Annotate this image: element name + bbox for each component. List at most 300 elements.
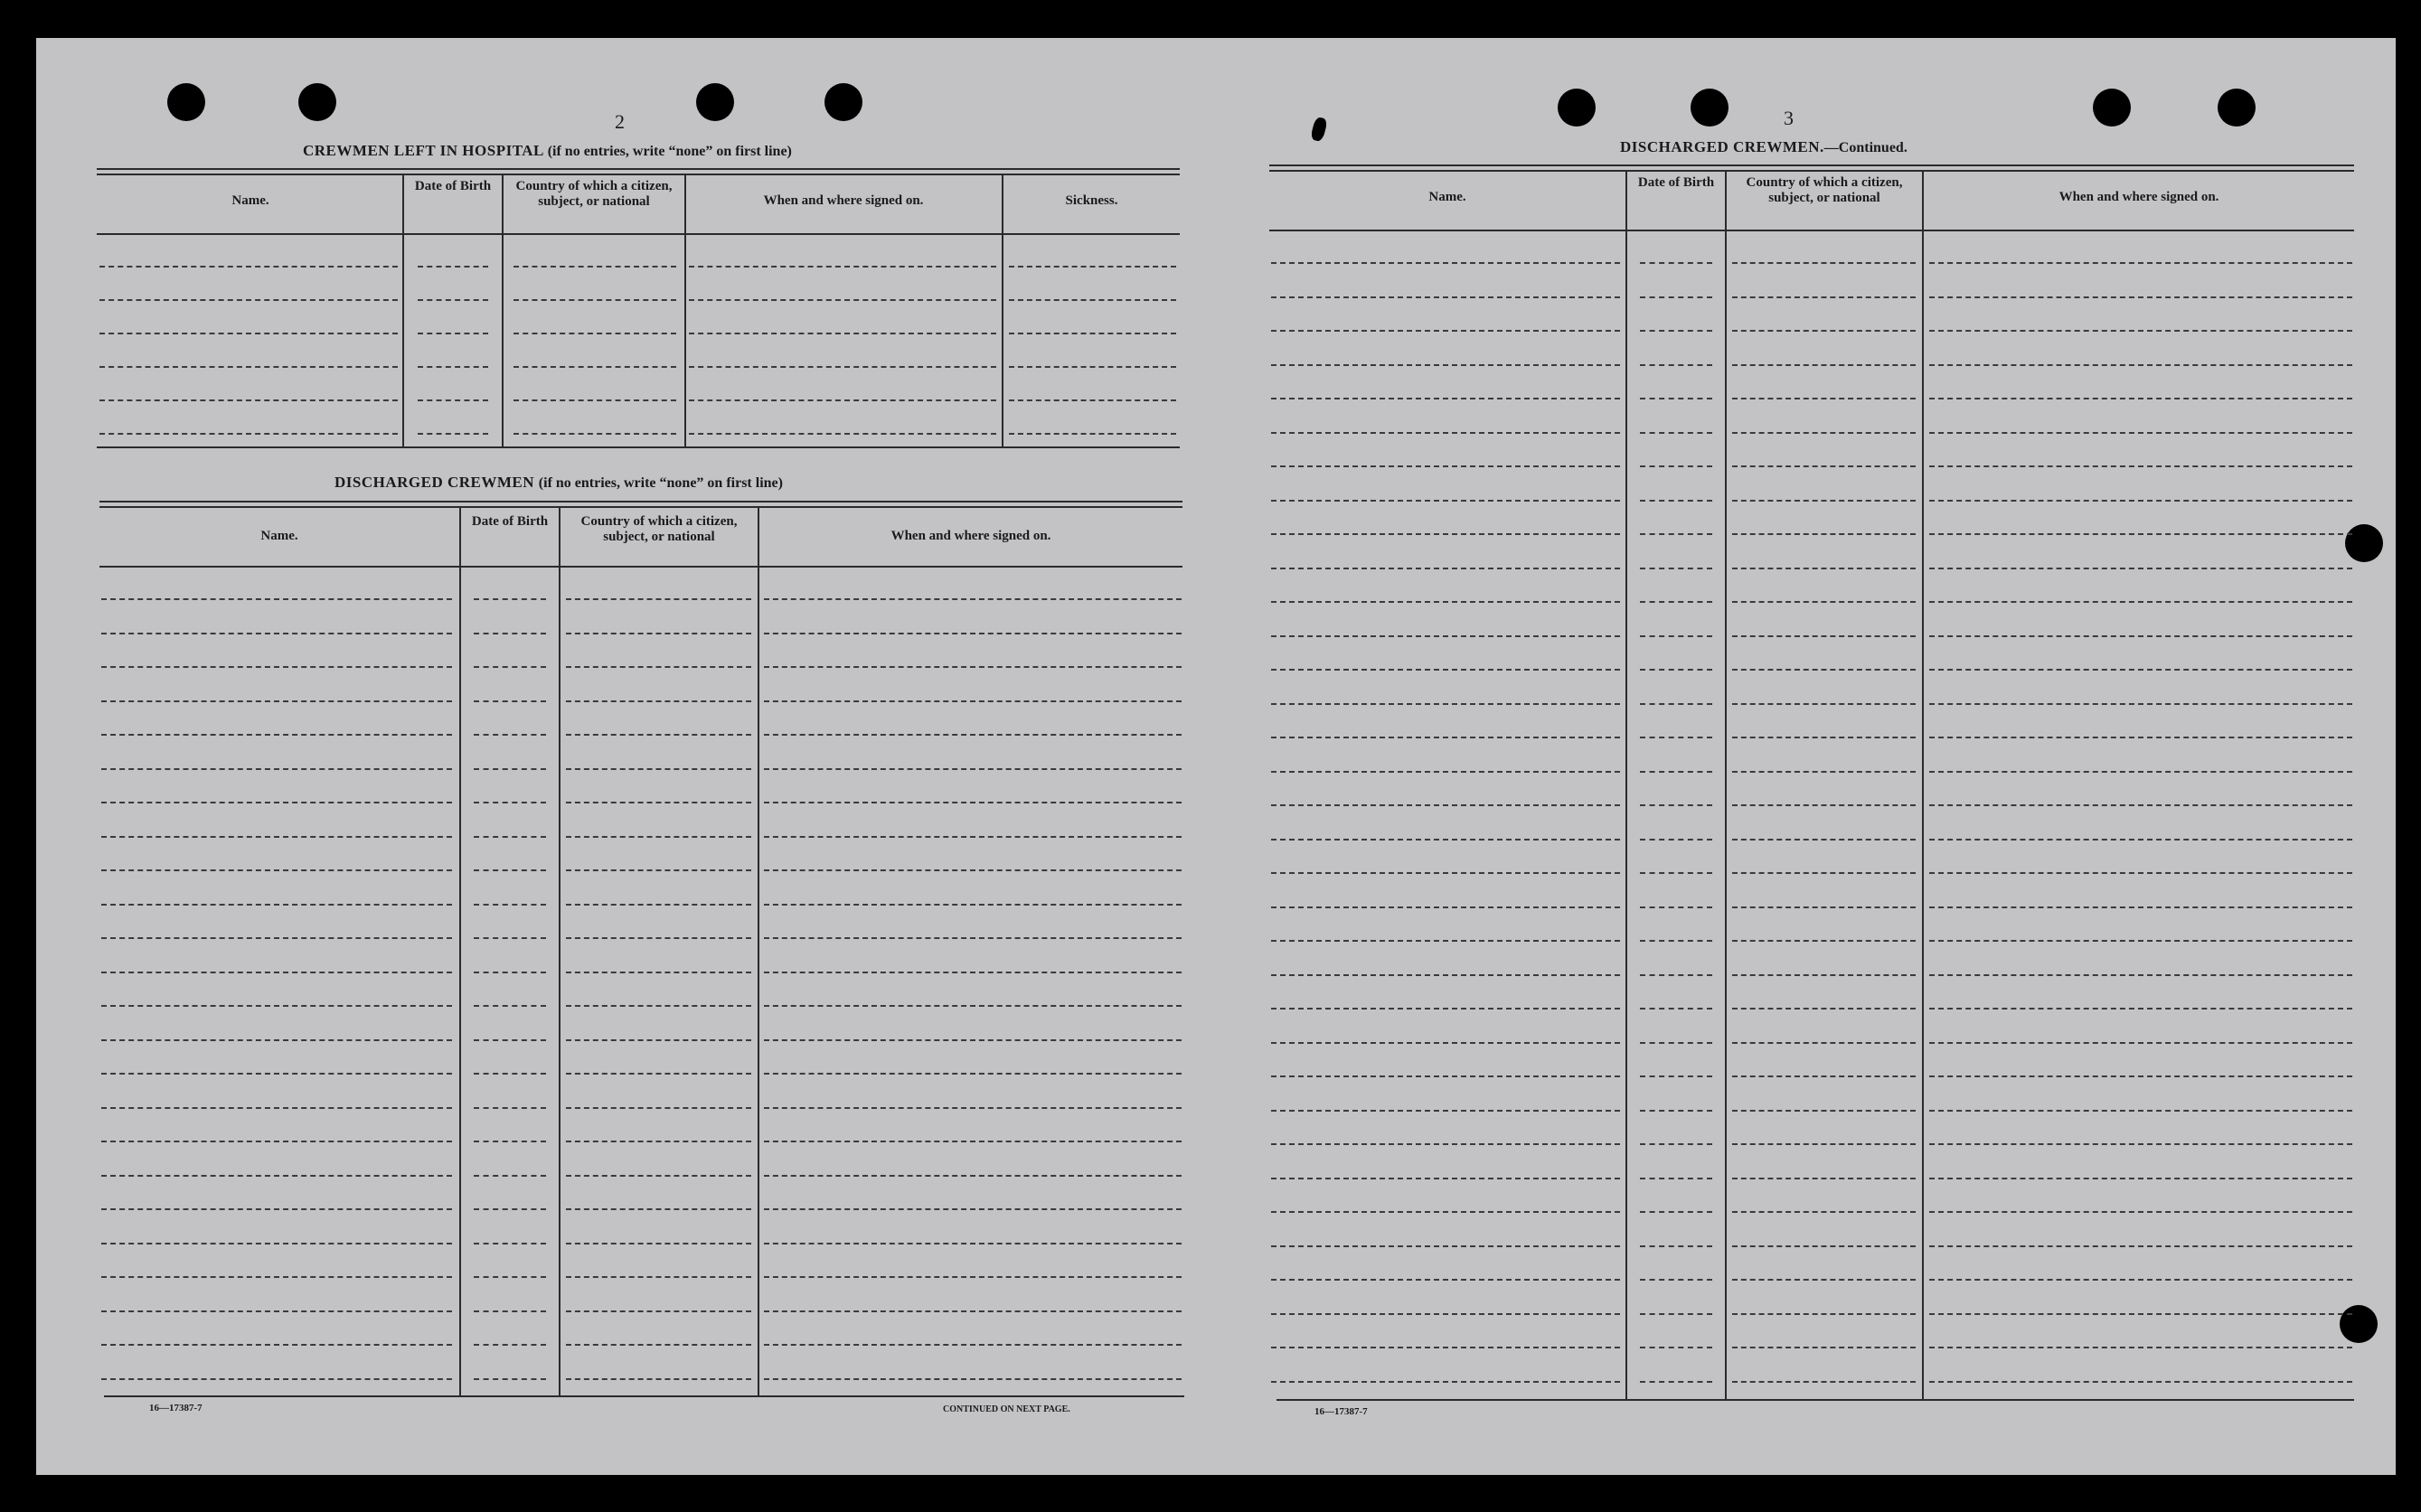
entry-line <box>1732 533 1916 535</box>
entry-line <box>1732 940 1916 942</box>
entry-line <box>1732 601 1916 603</box>
entry-line <box>566 1107 751 1109</box>
punch-hole <box>167 83 205 121</box>
continued-note: CONTINUED ON NEXT PAGE. <box>943 1404 1070 1414</box>
entry-line <box>764 1378 1182 1380</box>
entry-line <box>566 1208 751 1210</box>
entry-line <box>764 904 1182 906</box>
entry-line <box>1271 703 1620 705</box>
entry-line <box>1732 1042 1916 1044</box>
punch-hole <box>824 83 862 121</box>
entry-line <box>474 869 546 871</box>
entry-line <box>764 802 1182 803</box>
entry-line <box>513 366 676 368</box>
entry-line <box>1009 366 1176 368</box>
entry-line <box>1640 771 1712 773</box>
entry-line <box>1271 1211 1620 1213</box>
entry-line <box>1640 1042 1712 1044</box>
entry-line <box>566 1005 751 1007</box>
entry-line <box>764 1243 1182 1244</box>
entry-line <box>1732 1381 1916 1383</box>
entry-line <box>101 869 452 871</box>
entry-line <box>1271 771 1620 773</box>
hospital-col-divider <box>502 175 504 446</box>
form-number-right: 16—17387-7 <box>1314 1406 1368 1417</box>
entry-line <box>1929 1211 2352 1213</box>
entry-line <box>101 1141 452 1142</box>
entry-line <box>418 333 488 334</box>
entry-line <box>566 937 751 939</box>
entry-line <box>1929 1381 2352 1383</box>
entry-line <box>566 1310 751 1312</box>
discharged-col-divider <box>459 508 461 1395</box>
entry-line <box>764 836 1182 838</box>
entry-line <box>1640 296 1712 298</box>
entry-line <box>474 633 546 634</box>
entry-line <box>474 1243 546 1244</box>
entry-line <box>1929 1178 2352 1179</box>
entry-line <box>418 266 488 268</box>
entry-line <box>101 972 452 973</box>
entry-line <box>1271 1042 1620 1044</box>
entry-line <box>1271 1347 1620 1348</box>
entry-line <box>1732 364 1916 366</box>
entry-line <box>566 1039 751 1041</box>
right-header-rule <box>1269 230 2354 231</box>
entry-line <box>1929 465 2352 467</box>
entry-line <box>1271 1381 1620 1383</box>
entry-line <box>1271 601 1620 603</box>
entry-line <box>1929 398 2352 399</box>
entry-line <box>1640 1347 1712 1348</box>
ink-mark <box>1310 117 1328 143</box>
entry-line <box>1640 1381 1712 1383</box>
entry-line <box>689 433 996 435</box>
punch-hole <box>2345 524 2383 562</box>
punch-hole <box>298 83 336 121</box>
hospital-col-divider <box>1002 175 1003 446</box>
entry-line <box>1640 262 1712 264</box>
entry-line <box>1732 465 1916 467</box>
hospital-col-country: Country of which a citizen, subject, or national <box>515 179 673 209</box>
entry-line <box>1271 839 1620 841</box>
entry-line <box>1929 1110 2352 1112</box>
entry-line <box>474 1208 546 1210</box>
hospital-section-title: CREWMEN LEFT IN HOSPITAL (if no entries, write “none” on first line) <box>303 142 792 159</box>
entry-line <box>566 633 751 634</box>
entry-line <box>101 1276 452 1278</box>
entry-line <box>1732 432 1916 434</box>
entry-line <box>1271 432 1620 434</box>
entry-line <box>101 1344 452 1346</box>
entry-line <box>1271 669 1620 671</box>
entry-line <box>566 734 751 736</box>
entry-line <box>101 734 452 736</box>
entry-line <box>1640 1075 1712 1077</box>
entry-line <box>474 1276 546 1278</box>
entry-line <box>1929 1279 2352 1281</box>
entry-line <box>418 433 488 435</box>
entry-line <box>1929 1313 2352 1315</box>
entry-line <box>1640 872 1712 874</box>
entry-line <box>1732 1178 1916 1179</box>
entry-line <box>1732 1347 1916 1348</box>
entry-line <box>764 937 1182 939</box>
entry-line <box>1732 804 1916 806</box>
right-col-name: Name. <box>1428 190 1466 204</box>
entry-line <box>566 802 751 803</box>
entry-line <box>1271 533 1620 535</box>
hospital-top-rule <box>97 174 1180 175</box>
entry-line <box>1271 940 1620 942</box>
page-number-left: 2 <box>615 110 625 133</box>
entry-line <box>566 1378 751 1380</box>
entry-line <box>1271 1143 1620 1145</box>
hospital-col-divider <box>402 175 404 446</box>
entry-line <box>764 1276 1182 1278</box>
entry-line <box>513 399 676 401</box>
entry-line <box>1271 1245 1620 1247</box>
right-top-rule <box>1269 170 2354 172</box>
entry-line <box>99 399 398 401</box>
entry-line <box>474 1073 546 1075</box>
entry-line <box>99 366 398 368</box>
entry-line <box>566 869 751 871</box>
entry-line <box>474 972 546 973</box>
entry-line <box>764 1310 1182 1312</box>
entry-line <box>101 836 452 838</box>
entry-line <box>474 904 546 906</box>
entry-line <box>1271 296 1620 298</box>
entry-line <box>1929 1143 2352 1145</box>
entry-line <box>1271 465 1620 467</box>
entry-line <box>474 1310 546 1312</box>
entry-line <box>1271 737 1620 738</box>
entry-line <box>1732 974 1916 976</box>
entry-line <box>1640 533 1712 535</box>
entry-line <box>1640 1211 1712 1213</box>
entry-line <box>1929 262 2352 264</box>
entry-line <box>1271 906 1620 908</box>
entry-line <box>764 972 1182 973</box>
entry-line <box>1732 872 1916 874</box>
entry-line <box>99 299 398 301</box>
entry-line <box>101 1243 452 1244</box>
entry-line <box>689 366 996 368</box>
entry-line <box>1640 1178 1712 1179</box>
entry-line <box>1640 635 1712 637</box>
entry-line <box>1929 974 2352 976</box>
punch-hole <box>2218 89 2256 127</box>
entry-line <box>764 1344 1182 1346</box>
entry-line <box>764 1073 1182 1075</box>
entry-line <box>1640 1279 1712 1281</box>
entry-line <box>1929 737 2352 738</box>
discharged-top-rule <box>99 501 1182 502</box>
entry-line <box>1640 1245 1712 1247</box>
entry-line <box>101 1005 452 1007</box>
entry-line <box>101 1039 452 1041</box>
right-bottom-rule <box>1276 1399 2354 1401</box>
entry-line <box>1732 1110 1916 1112</box>
entry-line <box>1271 974 1620 976</box>
entry-line <box>474 937 546 939</box>
entry-line <box>1271 804 1620 806</box>
punch-hole <box>696 83 734 121</box>
entry-line <box>474 700 546 702</box>
entry-line <box>1929 330 2352 332</box>
entry-line <box>566 768 751 770</box>
entry-line <box>1640 1143 1712 1145</box>
entry-line <box>1929 872 2352 874</box>
entry-line <box>1271 398 1620 399</box>
entry-line <box>1732 703 1916 705</box>
entry-line <box>513 333 676 334</box>
entry-line <box>764 700 1182 702</box>
page-number-right: 3 <box>1784 107 1794 129</box>
entry-line <box>1009 399 1176 401</box>
entry-line <box>1271 1075 1620 1077</box>
entry-line <box>1929 500 2352 502</box>
entry-line <box>101 768 452 770</box>
entry-line <box>1640 839 1712 841</box>
entry-line <box>1640 432 1712 434</box>
entry-line <box>1640 465 1712 467</box>
entry-line <box>513 266 676 268</box>
entry-line <box>1732 398 1916 399</box>
entry-line <box>474 1175 546 1177</box>
entry-line <box>101 1378 452 1380</box>
entry-line <box>1640 601 1712 603</box>
hospital-col-dob: Date of Birth <box>414 179 492 193</box>
entry-line <box>1640 568 1712 569</box>
entry-line <box>566 700 751 702</box>
entry-line <box>566 666 751 668</box>
entry-line <box>474 666 546 668</box>
entry-line <box>566 836 751 838</box>
entry-line <box>99 433 398 435</box>
entry-line <box>1271 872 1620 874</box>
entry-line <box>1271 635 1620 637</box>
entry-line <box>101 1175 452 1177</box>
right-col-divider <box>1922 172 1924 1399</box>
entry-line <box>764 666 1182 668</box>
entry-line <box>1929 1245 2352 1247</box>
hospital-col-signed-on: When and where signed on. <box>763 193 924 208</box>
document-sheet <box>36 38 2396 1475</box>
entry-line <box>474 1107 546 1109</box>
form-number-left: 16—17387-7 <box>149 1403 203 1413</box>
entry-line <box>1640 1008 1712 1010</box>
entry-line <box>101 1107 452 1109</box>
discharged-col-dob: Date of Birth <box>471 514 549 529</box>
entry-line <box>1640 398 1712 399</box>
entry-line <box>1640 974 1712 976</box>
entry-line <box>99 266 398 268</box>
entry-line <box>1732 737 1916 738</box>
entry-line <box>1271 262 1620 264</box>
entry-line <box>1929 906 2352 908</box>
hospital-bottom-rule <box>97 446 1180 448</box>
entry-line <box>764 869 1182 871</box>
entry-line <box>689 399 996 401</box>
entry-line <box>101 1208 452 1210</box>
entry-line <box>1009 433 1176 435</box>
punch-hole <box>2340 1305 2378 1343</box>
entry-line <box>474 768 546 770</box>
entry-line <box>1732 1245 1916 1247</box>
discharged-top-rule <box>99 506 1182 508</box>
entry-line <box>1929 635 2352 637</box>
entry-line <box>474 1005 546 1007</box>
entry-line <box>1929 804 2352 806</box>
entry-line <box>764 598 1182 600</box>
entry-line <box>474 1344 546 1346</box>
entry-line <box>1929 703 2352 705</box>
entry-line <box>1271 364 1620 366</box>
entry-line <box>101 1073 452 1075</box>
entry-line <box>1271 1008 1620 1010</box>
entry-line <box>1271 568 1620 569</box>
entry-line <box>1009 266 1176 268</box>
entry-line <box>1929 533 2352 535</box>
entry-line <box>764 1005 1182 1007</box>
entry-line <box>101 700 452 702</box>
discharged-col-name: Name. <box>260 529 298 543</box>
entry-line <box>1732 669 1916 671</box>
entry-line <box>1640 500 1712 502</box>
entry-line <box>1732 839 1916 841</box>
entry-line <box>566 598 751 600</box>
entry-line <box>1271 1110 1620 1112</box>
entry-line <box>474 1378 546 1380</box>
entry-line <box>566 1141 751 1142</box>
entry-line <box>1640 364 1712 366</box>
entry-line <box>764 1107 1182 1109</box>
entry-line <box>1732 500 1916 502</box>
entry-line <box>764 1039 1182 1041</box>
entry-line <box>764 1141 1182 1142</box>
entry-line <box>1732 330 1916 332</box>
entry-line <box>513 433 676 435</box>
entry-line <box>1732 568 1916 569</box>
entry-line <box>474 802 546 803</box>
entry-line <box>101 1310 452 1312</box>
entry-line <box>418 299 488 301</box>
entry-line <box>566 1276 751 1278</box>
hospital-header-rule <box>97 233 1180 235</box>
entry-line <box>1732 1279 1916 1281</box>
entry-line <box>1929 1008 2352 1010</box>
entry-line <box>101 598 452 600</box>
discharged-col-country: Country of which a citizen, subject, or national <box>580 514 738 544</box>
entry-line <box>1732 1313 1916 1315</box>
entry-line <box>1640 330 1712 332</box>
entry-line <box>1640 906 1712 908</box>
entry-line <box>99 333 398 334</box>
entry-line <box>474 836 546 838</box>
entry-line <box>101 666 452 668</box>
entry-line <box>1929 568 2352 569</box>
entry-line <box>1732 771 1916 773</box>
entry-line <box>1640 669 1712 671</box>
entry-line <box>1640 737 1712 738</box>
discharged-col-divider <box>758 508 759 1395</box>
entry-line <box>101 937 452 939</box>
entry-line <box>1929 1075 2352 1077</box>
entry-line <box>1271 330 1620 332</box>
entry-line <box>566 1073 751 1075</box>
right-col-divider <box>1625 172 1627 1399</box>
entry-line <box>566 972 751 973</box>
entry-line <box>764 768 1182 770</box>
entry-line <box>764 734 1182 736</box>
entry-line <box>1009 299 1176 301</box>
entry-line <box>474 1141 546 1142</box>
entry-line <box>1640 1110 1712 1112</box>
entry-line <box>418 399 488 401</box>
discharged-bottom-rule <box>104 1395 1184 1397</box>
punch-hole <box>1558 89 1596 127</box>
entry-line <box>689 266 996 268</box>
entry-line <box>1732 1211 1916 1213</box>
entry-line <box>1732 296 1916 298</box>
entry-line <box>1929 296 2352 298</box>
entry-line <box>764 633 1182 634</box>
right-col-divider <box>1725 172 1727 1399</box>
entry-line <box>1732 1008 1916 1010</box>
entry-line <box>1732 1075 1916 1077</box>
entry-line <box>513 299 676 301</box>
right-col-signed-on: When and where signed on. <box>2058 190 2219 204</box>
punch-hole <box>1691 89 1729 127</box>
entry-line <box>1732 635 1916 637</box>
entry-line <box>101 904 452 906</box>
entry-line <box>1732 1143 1916 1145</box>
entry-line <box>689 299 996 301</box>
right-col-country: Country of which a citizen, subject, or national <box>1746 175 1903 205</box>
entry-line <box>566 1175 751 1177</box>
hospital-col-sickness: Sickness. <box>1065 193 1118 208</box>
discharged-col-divider <box>559 508 561 1395</box>
hospital-col-name: Name. <box>231 193 269 208</box>
discharged-section-title: DISCHARGED CREWMEN (if no entries, write “none” on first line) <box>334 474 783 491</box>
entry-line <box>764 1175 1182 1177</box>
entry-line <box>1929 364 2352 366</box>
entry-line <box>566 1344 751 1346</box>
entry-line <box>1271 1279 1620 1281</box>
entry-line <box>1640 703 1712 705</box>
entry-line <box>1640 1313 1712 1315</box>
entry-line <box>1929 669 2352 671</box>
entry-line <box>1929 1347 2352 1348</box>
entry-line <box>1929 601 2352 603</box>
entry-line <box>1929 432 2352 434</box>
entry-line <box>1271 1178 1620 1179</box>
entry-line <box>1732 906 1916 908</box>
entry-line <box>474 598 546 600</box>
entry-line <box>1929 940 2352 942</box>
entry-line <box>101 633 452 634</box>
entry-line <box>474 1039 546 1041</box>
entry-line <box>689 333 996 334</box>
punch-hole <box>2093 89 2131 127</box>
entry-line <box>418 366 488 368</box>
discharged-col-signed-on: When and where signed on. <box>890 529 1051 543</box>
discharged-continued-title: DISCHARGED CREWMEN.—Continued. <box>1620 138 1908 155</box>
entry-line <box>101 802 452 803</box>
right-col-dob: Date of Birth <box>1637 175 1715 190</box>
